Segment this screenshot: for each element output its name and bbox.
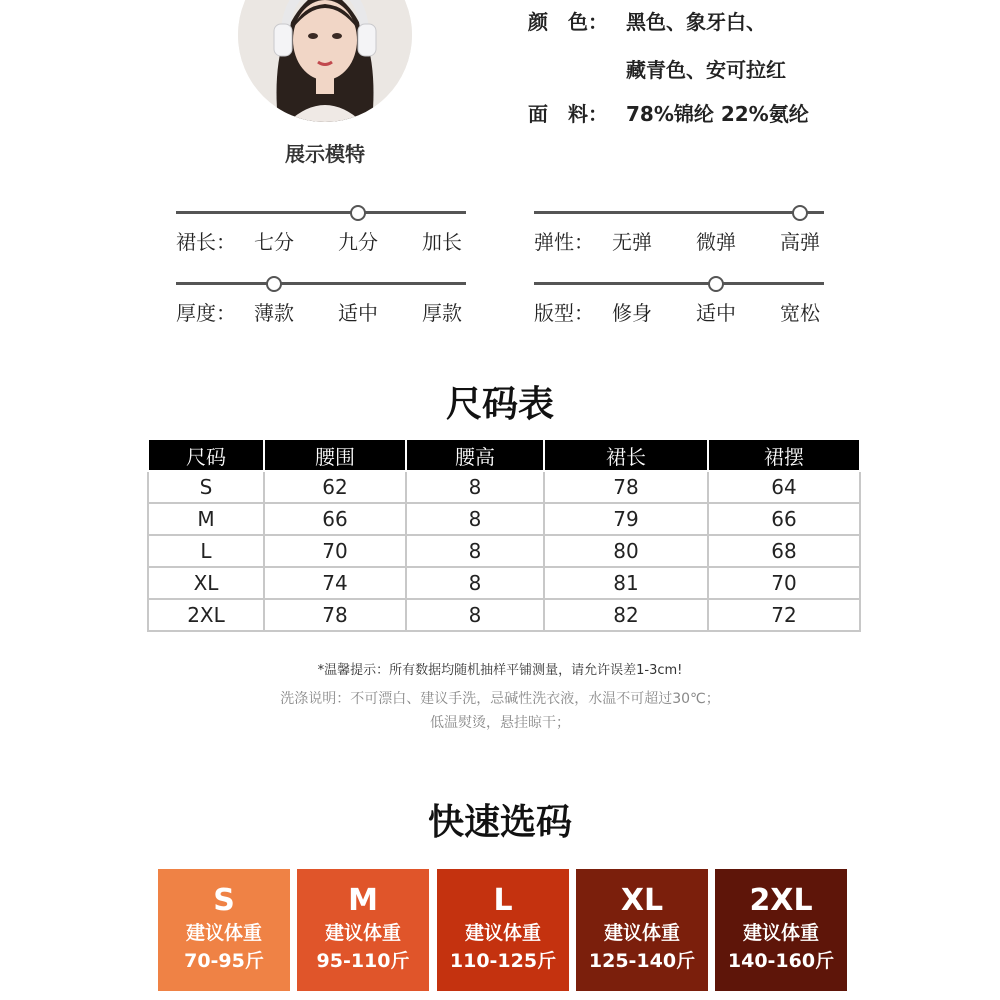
slider-track xyxy=(534,282,824,285)
size-card xyxy=(576,869,708,991)
wash-instructions-line2: 低温熨烫，悬挂晾干； xyxy=(430,715,570,731)
card-weight-range: 125-140斤 xyxy=(588,950,696,972)
size-cell: 8 xyxy=(406,503,544,535)
size-cell: 64 xyxy=(708,471,860,503)
slider-option: 宽松 xyxy=(780,301,820,325)
fabric-value: 78%锦纶 22%氨纶 xyxy=(626,102,809,126)
slider-track xyxy=(176,211,466,214)
slider-label: 弹性： xyxy=(534,230,594,254)
card-caption: 建议体重 xyxy=(185,922,262,944)
header-size: 尺码 xyxy=(148,439,264,471)
size-table-header xyxy=(148,439,860,471)
skirt-length-slider xyxy=(176,204,466,254)
quick-size-title: 快速选码 xyxy=(427,802,572,843)
wash-instructions-line1: 洗涤说明：不可漂白、建议手洗，忌碱性洗衣液，水温不可超过30℃； xyxy=(280,691,720,707)
model-avatar xyxy=(238,0,412,122)
thickness-slider xyxy=(176,275,466,325)
size-row xyxy=(148,599,860,631)
card-caption: 建议体重 xyxy=(324,922,401,944)
card-weight-range: 70-95斤 xyxy=(184,950,264,972)
size-cell: 78 xyxy=(264,599,406,631)
fit-slider xyxy=(534,275,824,325)
size-row xyxy=(148,567,860,599)
size-cell: 62 xyxy=(264,471,406,503)
size-card xyxy=(297,869,429,991)
size-cell: 81 xyxy=(544,567,708,599)
slider-knob xyxy=(708,276,724,292)
size-cell: 8 xyxy=(406,599,544,631)
elasticity-slider xyxy=(534,204,824,254)
size-row xyxy=(148,535,860,567)
slider-knob xyxy=(350,205,366,221)
size-cell: 8 xyxy=(406,567,544,599)
slider-option: 无弹 xyxy=(612,230,652,254)
color-value-line2: 藏青色、安可拉红 xyxy=(626,58,786,82)
card-size: XL xyxy=(620,883,664,918)
card-weight-range: 110-125斤 xyxy=(449,950,557,972)
header-hem: 裙摆 xyxy=(708,439,860,471)
card-caption: 建议体重 xyxy=(464,922,541,944)
card-size: L xyxy=(493,883,513,918)
measurement-note: *温馨提示：所有数据均随机抽样平铺测量，请允许误差1-3cm! xyxy=(317,663,683,678)
size-cell: 66 xyxy=(708,503,860,535)
slider-knob xyxy=(266,276,282,292)
card-size: 2XL xyxy=(749,883,813,918)
size-cell: L xyxy=(148,535,264,567)
size-cell: S xyxy=(148,471,264,503)
size-card xyxy=(158,869,290,991)
card-size: S xyxy=(213,883,235,918)
slider-option: 加长 xyxy=(422,230,462,254)
size-cell: 80 xyxy=(544,535,708,567)
slider-option: 修身 xyxy=(612,301,652,325)
slider-label: 厚度： xyxy=(176,301,236,325)
slider-option: 微弹 xyxy=(696,230,736,254)
header-waist: 腰围 xyxy=(264,439,406,471)
slider-label: 版型： xyxy=(534,301,594,325)
size-row xyxy=(148,471,860,503)
size-cell: 8 xyxy=(406,535,544,567)
size-cell: 2XL xyxy=(148,599,264,631)
card-size: M xyxy=(348,883,378,918)
size-row xyxy=(148,503,860,535)
slider-label: 裙长： xyxy=(176,230,236,254)
card-weight-range: 140-160斤 xyxy=(727,950,835,972)
size-table xyxy=(147,438,861,632)
size-card xyxy=(437,869,569,991)
slider-option: 厚款 xyxy=(422,301,462,325)
slider-option: 七分 xyxy=(254,230,294,254)
card-weight-range: 95-110斤 xyxy=(316,950,410,972)
size-cell: 72 xyxy=(708,599,860,631)
size-cell: 82 xyxy=(544,599,708,631)
header-waist-height: 腰高 xyxy=(406,439,544,471)
slider-option: 适中 xyxy=(338,301,378,325)
color-label: 颜 色： xyxy=(528,10,608,34)
slider-option: 适中 xyxy=(696,301,736,325)
size-card xyxy=(715,869,847,991)
size-cell: 8 xyxy=(406,471,544,503)
size-cell: 74 xyxy=(264,567,406,599)
fabric-label: 面 料： xyxy=(528,102,608,126)
slider-option: 高弹 xyxy=(780,230,820,254)
size-cell: 70 xyxy=(708,567,860,599)
size-cell: M xyxy=(148,503,264,535)
size-cell: 70 xyxy=(264,535,406,567)
header-skirt-length: 裙长 xyxy=(544,439,708,471)
color-value-line1: 黑色、象牙白、 xyxy=(626,10,766,34)
model-caption: 展示模特 xyxy=(285,142,365,166)
size-cell: 68 xyxy=(708,535,860,567)
size-cell: 79 xyxy=(544,503,708,535)
size-chart-title: 尺码表 xyxy=(445,384,554,425)
slider-option: 九分 xyxy=(338,230,378,254)
card-caption: 建议体重 xyxy=(603,922,680,944)
slider-option: 薄款 xyxy=(254,301,294,325)
slider-track xyxy=(176,282,466,285)
model-photo xyxy=(238,0,412,122)
size-cell: XL xyxy=(148,567,264,599)
size-cell: 66 xyxy=(264,503,406,535)
card-caption: 建议体重 xyxy=(742,922,819,944)
slider-track xyxy=(534,211,824,214)
slider-knob xyxy=(792,205,808,221)
size-cell: 78 xyxy=(544,471,708,503)
